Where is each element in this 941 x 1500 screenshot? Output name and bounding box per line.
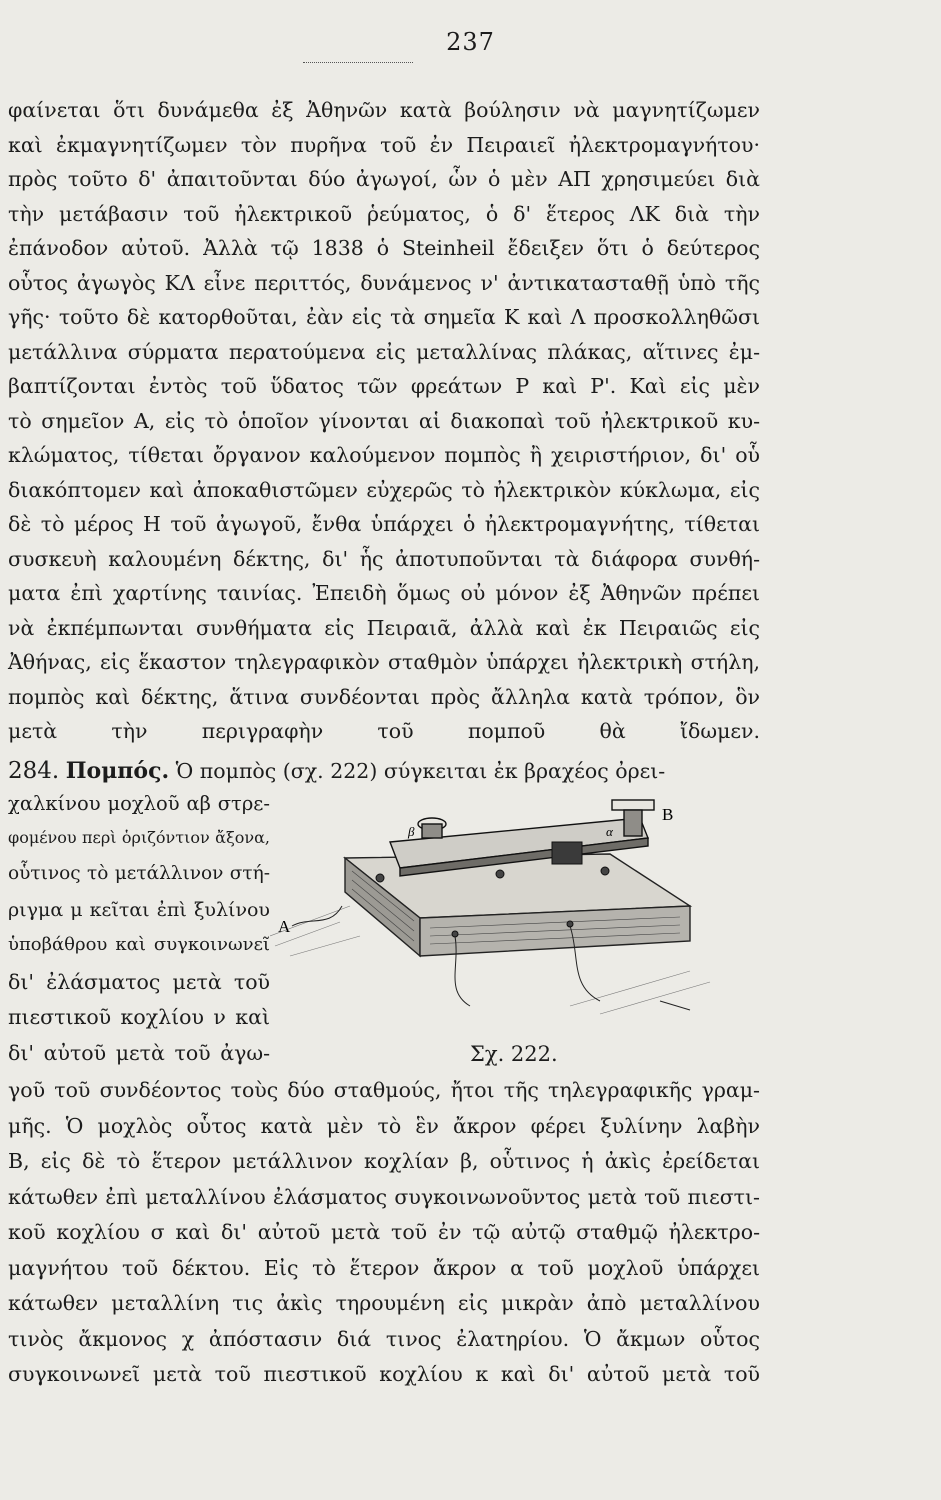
- anvil: [552, 842, 582, 864]
- figure-label-beta: β: [408, 824, 415, 839]
- text-line: μῆς. Ὁ μοχλὸς οὗτος κατὰ μὲν τὸ ἓν ἄκρον φέρει ξυλίνην λαβὴν: [8, 1113, 760, 1138]
- text-line: μετὰ τὴν περιγραφὴν τοῦ πομποῦ θὰ ἴδωμεν.: [8, 719, 760, 743]
- text-line: ὑποβάθρου καὶ συγκοινωνεῖ: [8, 934, 270, 955]
- section-number: 284.: [8, 758, 60, 784]
- wooden-base: [345, 854, 690, 956]
- section-first-line: Ὁ πομπὸς (σχ. 222) σύγκειται ἐκ βραχέος ὀρει-: [175, 759, 666, 783]
- text-line: νὰ ἐκπέμπωνται συνθήματα εἰς Πειραιᾶ, ἀλλὰ καὶ ἐκ Πειραιῶς εἰς: [8, 615, 760, 640]
- figure-label-a: Α: [278, 917, 291, 936]
- text-line: Ἀθήνας, εἰς ἕκαστον τηλεγραφικὸν σταθμὸν ὑπάρχει ἠλεκτρικὴ στήλη,: [8, 650, 760, 674]
- text-line: δι' αὐτοῦ μετὰ τοῦ ἀγω-: [8, 1040, 270, 1065]
- header-rule: [303, 62, 413, 63]
- text-line: τινὸς ἄκμονος χ ἀπόστασιν διά τινος ἐλατηρίου. Ὁ ἄκμων οὗτος: [8, 1326, 760, 1351]
- text-line: Β, εἰς δὲ τὸ ἕτερον μετάλλινον κοχλίαν β, οὗτινος ἡ ἀκὶς ἐρείδεται: [8, 1149, 760, 1173]
- screw-b: [418, 818, 446, 838]
- text-line: πομπὸς καὶ δέκτης, ἅτινα συνδέονται πρὸς ἄλληλα κατὰ τρόπον, ὃν: [8, 684, 760, 709]
- text-line: κάτωθεν ἐπὶ μεταλλίνου ἐλάσματος συγκοινωνοῦντος μετὰ τοῦ πιεστι-: [8, 1184, 760, 1209]
- text-line: φαίνεται ὅτι δυνάμεθα ἐξ Ἀθηνῶν κατὰ βούλησιν νὰ μαγνητίζωμεν: [8, 98, 760, 122]
- text-line: τὴν μετάβασιν τοῦ ἠλεκτρικοῦ ῥεύματος, ὁ δ' ἕτερος ΛΚ διὰ τὴν: [8, 201, 760, 226]
- text-line: μετάλλινα σύρματα περατούμενα εἰς μεταλλίνας πλάκας, αἵτινες ἐμ-: [8, 339, 760, 364]
- text-line: πρὸς τοῦτο δ' ἀπαιτοῦνται δύο ἀγωγοί, ὧν ὁ μὲν ΑΠ χρησιμεύει διὰ: [8, 167, 760, 191]
- text-line: καὶ ἐκμαγνητίζωμεν τὸν πυρῆνα τοῦ ἐν Πειραιεῖ ἠλεκτρομαγνήτου·: [8, 132, 760, 157]
- telegraph-key-figure: [270, 796, 740, 1030]
- text-line: δὲ τὸ μέρος Η τοῦ ἀγωγοῦ, ἔνθα ὑπάρχει ὁ ἠλεκτρομαγνήτης, τίθεται: [8, 512, 760, 536]
- text-line: γῆς· τοῦτο δὲ κατορθοῦται, ἐὰν εἰς τὰ σημεῖα Κ καὶ Λ προσκολληθῶσι: [8, 305, 760, 329]
- figure-label-alpha: α: [606, 824, 613, 839]
- text-line: οὗτινος τὸ μετάλλινον στή-: [8, 863, 270, 884]
- text-line: κοῦ κοχλίου σ καὶ δι' αὐτοῦ μετὰ τοῦ ἐν τῷ αὐτῷ σταθμῷ ἠλεκτρο-: [8, 1220, 760, 1244]
- text-line: δι' ἐλάσματος μετὰ τοῦ: [8, 969, 270, 994]
- text-line: οὗτος ἀγωγὸς ΚΛ εἶνε περιττός, δυνάμενος ν' ἀντικατασταθῇ ὑπὸ τῆς: [8, 270, 760, 295]
- text-line: ριγμα μ κεῖται ἐπὶ ξυλίνου: [8, 898, 270, 921]
- text-line: συσκευὴ καλουμένη δέκτης, δι' ἧς ἀποτυποῦνται τὰ διάφορα συνθή-: [8, 546, 760, 571]
- text-line: συγκοινωνεῖ μετὰ τοῦ πιεστικοῦ κοχλίου κ καὶ δι' αὐτοῦ μετὰ τοῦ: [8, 1362, 760, 1386]
- text-line: γοῦ τοῦ συνδέοντος τοὺς δύο σταθμούς, ἤτοι τῆς τηλεγραφικῆς γραμ-: [8, 1078, 760, 1102]
- text-line: διακόπτομεν καὶ ἀποκαθιστῶμεν εὐχερῶς τὸ ἠλεκτρικὸν κύκλωμα, εἰς: [8, 477, 760, 502]
- text-line: κάτωθεν μεταλλίνη τις ἀκὶς τηρουμένη εἰς μικρὰν ἀπὸ μεταλλίνου: [8, 1291, 760, 1315]
- text-line: βαπτίζονται ἐντὸς τοῦ ὕδατος τῶν φρεάτων Ρ καὶ Ρ'. Καὶ εἰς μὲν: [8, 374, 760, 398]
- figure-label-b: Β: [662, 805, 674, 824]
- text-line: ἐπάνοδον αὐτοῦ. Ἀλλὰ τῷ 1838 ὁ Steinheil ἔδειξεν ὅτι ὁ δεύτερος: [8, 236, 760, 260]
- section-heading-line: [8, 760, 665, 783]
- text-line: χαλκίνου μοχλοῦ αβ στρε-: [8, 792, 270, 815]
- page-number: 237: [446, 28, 495, 56]
- section-title: Πομπός.: [65, 758, 170, 784]
- text-line: κλώματος, τίθεται ὄργανον καλούμενον πομπὸς ἢ χειριστήριον, δι' οὗ: [8, 443, 760, 467]
- text-line: φομένου περὶ ὁριζόντιον ἄξονα,: [8, 827, 270, 847]
- text-line: τὸ σημεῖον Α, εἰς τὸ ὁποῖον γίνονται αἱ διακοπαὶ τοῦ ἠλεκτρικοῦ κυ-: [8, 408, 760, 433]
- figure-caption: Σχ. 222.: [470, 1042, 558, 1066]
- text-line: ματα ἐπὶ χαρτίνης ταινίας. Ἐπειδὴ ὅμως οὐ μόνον ἐξ Ἀθηνῶν πρέπει: [8, 581, 760, 605]
- text-line: μαγνήτου τοῦ δέκτου. Εἰς τὸ ἕτερον ἄκρον α τοῦ μοχλοῦ ὑπάρχει: [8, 1255, 760, 1280]
- text-line: πιεστικοῦ κοχλίου ν καὶ: [8, 1005, 270, 1029]
